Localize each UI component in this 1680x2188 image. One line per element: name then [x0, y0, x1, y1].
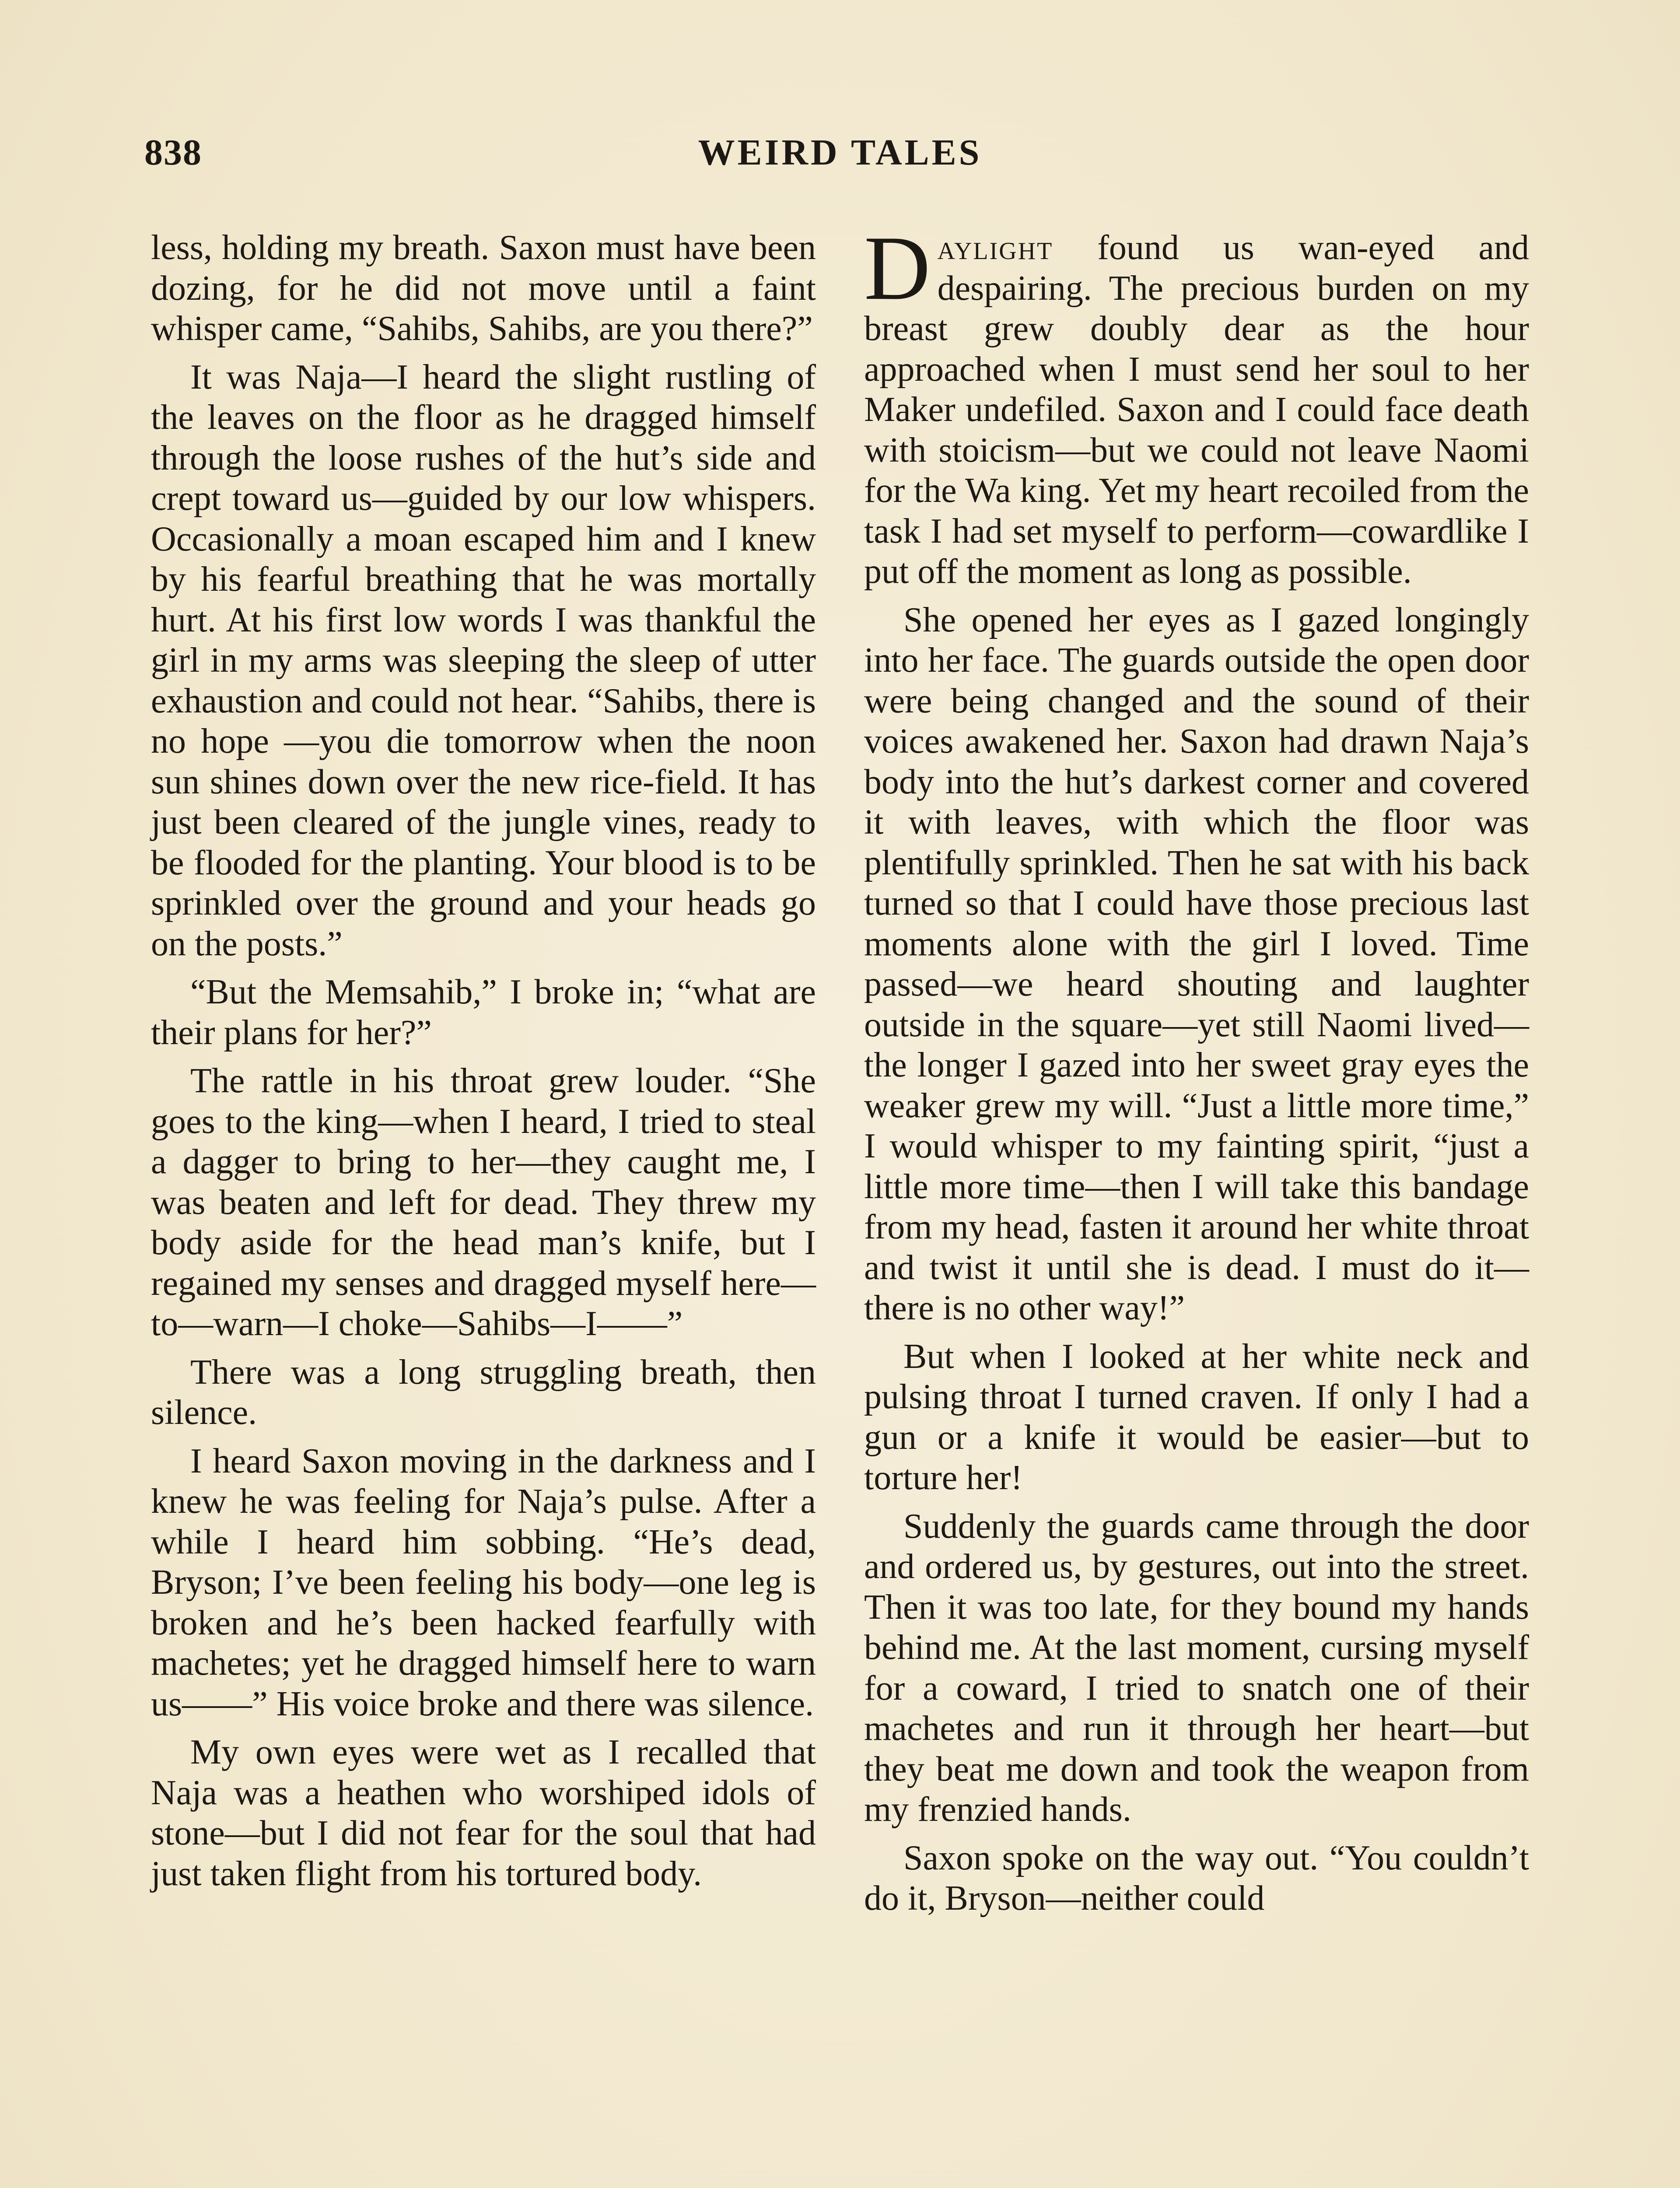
paragraph: It was Naja—I heard the slight rustling of the leaves on the floor as he dragged himself through the loose rushes of the hut’s side and crept toward us—guided by our low whispers. Occasionally a moan escaped him and I knew by his fearful breathing that he was mortally hurt. At his first low words I was thankful the girl in my arms was sleeping the sleep of utter exhaustion and could not hear. “Sahibs, there is no hope —you die tomorrow when the noon sun shines down over the new rice-field. It has just been cleared of the jungle vines, ready to be flooded for the planting. Your blood is to be sprinkled over the ground and your heads go on the posts.”	[151, 358, 816, 963]
page-number: 838	[144, 132, 202, 173]
drop-cap: D	[864, 217, 931, 319]
right-column	[864, 217, 1529, 1927]
paragraph: “But the Memsahib,” I broke in; “what are their plans for her?”	[151, 973, 816, 1052]
paragraph: My own eyes were wet as I recalled that Naja was a heathen who worshiped idols of stone—but I did not fear for the soul that had just taken flight from his tortured body.	[151, 1733, 816, 1893]
running-head: WEIRD TALES	[698, 132, 982, 173]
drop-cap-smallcaps: aylight	[937, 228, 1054, 267]
left-column	[151, 228, 816, 1902]
paragraph: Suddenly the guards came through the door and ordered us, by gestures, out into the street. Then it was too late, for they bound my hands behind me. At the last moment, cursing myself for a coward, I tried to snatch one of their machetes and run it through her heart—but they beat me down and took the weapon from my frenzied hands.	[864, 1507, 1529, 1829]
opening-paragraph-text: found us wan-eyed and despairing. The precious burden on my breast grew doubly dear as the hour approached when I must send her soul to her Maker undefiled. Saxon and I could face death with stoicism—but we could not leave Naomi for the Wa king. Yet my heart recoiled from the task I had set myself to perform—cowardlike I put off the moment as long as possible.	[864, 228, 1529, 591]
paragraph: There was a long struggling breath, then silence.	[151, 1353, 816, 1432]
paragraph: less, holding my breath. Saxon must have been dozing, for he did not move until a faint whisper came, “Sahibs, Sahibs, are you there?”	[151, 228, 816, 348]
paragraph: But when I looked at her white neck and pulsing throat I turned craven. If only I had a gun or a knife it would be easier—but to torture her!	[864, 1337, 1529, 1497]
paragraph: Saxon spoke on the way out. “You couldn’t do it, Bryson—neither could	[864, 1838, 1529, 1918]
paragraph: She opened her eyes as I gazed longingly into her face. The guards outside the open door were being changed and the sound of their voices awakened her. Saxon had drawn Naja’s body into the hut’s darkest corner and covered it with leaves, with which the floor was plentifully sprinkled. Then he sat with his back turned so that I could have those precious last moments alone with the girl I loved. Time passed—we heard shouting and laughter outside in the square—yet still Naomi lived—the longer I gazed into her sweet gray eyes the weaker grew my will. “Just a little more time,” I would whisper to my fainting spirit, “just a little more time—then I will take this bandage from my head, fasten it around her white throat and twist it until she is dead. I must do it—there is no other way!”	[864, 600, 1529, 1327]
opening-paragraph	[864, 217, 1529, 592]
page-header	[144, 131, 1536, 184]
paragraph: The rattle in his throat grew louder. “She goes to the king—when I heard, I tried to steal a dagger to bring to her—they caught me, I was beaten and left for dead. They threw my body aside for the head man’s knife, but I regained my senses and dragged myself here—to—warn—I choke—Sahibs—I——”	[151, 1062, 816, 1343]
paragraph: I heard Saxon moving in the darkness and I knew he was feeling for Naja’s pulse. After a while I heard him sobbing. “He’s dead, Bryson; I’ve been feeling his body—one leg is broken and he’s been hacked fearfully with machetes; yet he dragged himself here to warn us——” His voice broke and there was silence.	[151, 1441, 816, 1723]
